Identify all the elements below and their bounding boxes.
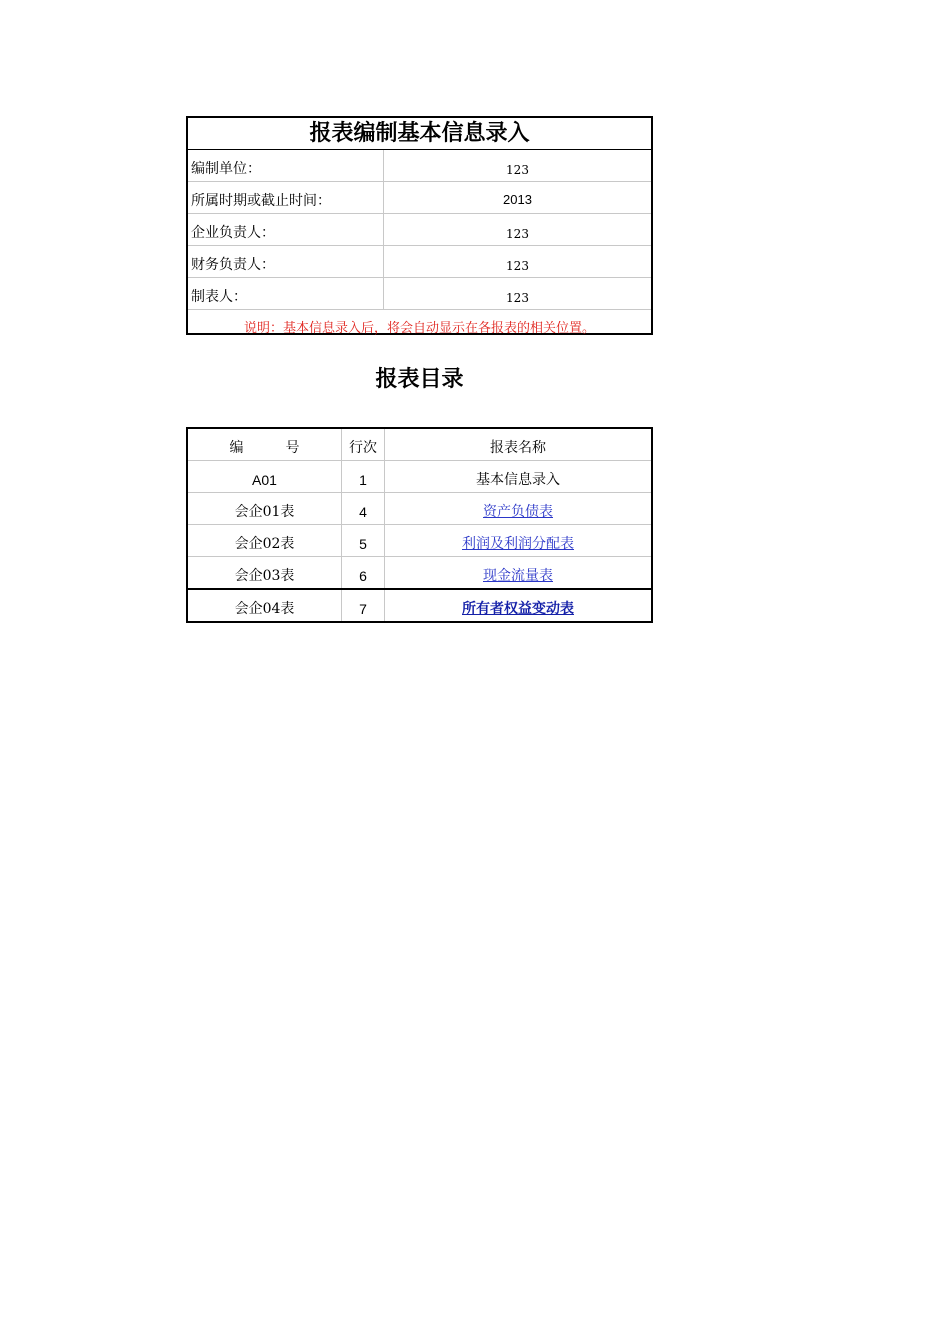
info-row-period — [188, 182, 651, 214]
toc-row — [188, 461, 651, 493]
link-profit-distribution[interactable]: 利润及利润分配表 — [462, 536, 574, 552]
toc-code: 会企03表 — [188, 557, 342, 588]
info-title: 报表编制基本信息录入 — [188, 118, 651, 150]
info-value-input[interactable]: 123 — [506, 227, 529, 241]
info-label: 所属时期或截止时间： — [188, 182, 384, 213]
toc-table — [186, 427, 653, 623]
info-value-input[interactable]: 123 — [506, 291, 529, 305]
toc-code: A01 — [188, 461, 342, 492]
toc-row — [188, 525, 651, 557]
info-note: 说明：基本信息录入后，将会自动显示在各报表的相关位置。 — [243, 321, 595, 336]
toc-row — [188, 493, 651, 525]
header-code-a: 编 — [229, 440, 244, 456]
header-line: 行次 — [342, 429, 385, 460]
toc-line: 1 — [342, 461, 385, 492]
basic-info-table — [186, 116, 653, 335]
toc-code: 会企02表 — [188, 525, 342, 556]
info-label: 企业负责人： — [188, 214, 384, 245]
info-label: 财务负责人： — [188, 246, 384, 277]
info-row-finance-head — [188, 246, 651, 278]
toc-header-row — [188, 429, 651, 461]
toc-line: 7 — [342, 590, 385, 621]
toc-row — [188, 557, 651, 590]
info-label: 编制单位： — [188, 150, 384, 181]
header-code — [188, 429, 342, 460]
toc-line: 6 — [342, 557, 385, 588]
info-value-input[interactable]: 123 — [506, 259, 529, 273]
info-value-input[interactable]: 123 — [506, 163, 529, 177]
toc-code: 会企01表 — [188, 493, 342, 524]
link-balance-sheet[interactable]: 资产负债表 — [483, 504, 553, 520]
toc-heading: 报表目录 — [375, 367, 464, 392]
header-name: 报表名称 — [490, 440, 546, 456]
info-value-input[interactable]: 2013 — [503, 192, 532, 207]
link-equity-changes[interactable]: 所有者权益变动表 — [462, 601, 574, 617]
info-row-unit — [188, 150, 651, 182]
link-cash-flow[interactable]: 现金流量表 — [483, 568, 553, 584]
info-label: 制表人： — [188, 278, 384, 309]
toc-name: 基本信息录入 — [476, 472, 560, 488]
toc-line: 5 — [342, 525, 385, 556]
header-code-b: 号 — [285, 440, 300, 456]
info-row-preparer — [188, 278, 651, 310]
toc-line: 4 — [342, 493, 385, 524]
toc-row — [188, 590, 651, 621]
info-row-company-head — [188, 214, 651, 246]
toc-code: 会企04表 — [188, 590, 342, 621]
